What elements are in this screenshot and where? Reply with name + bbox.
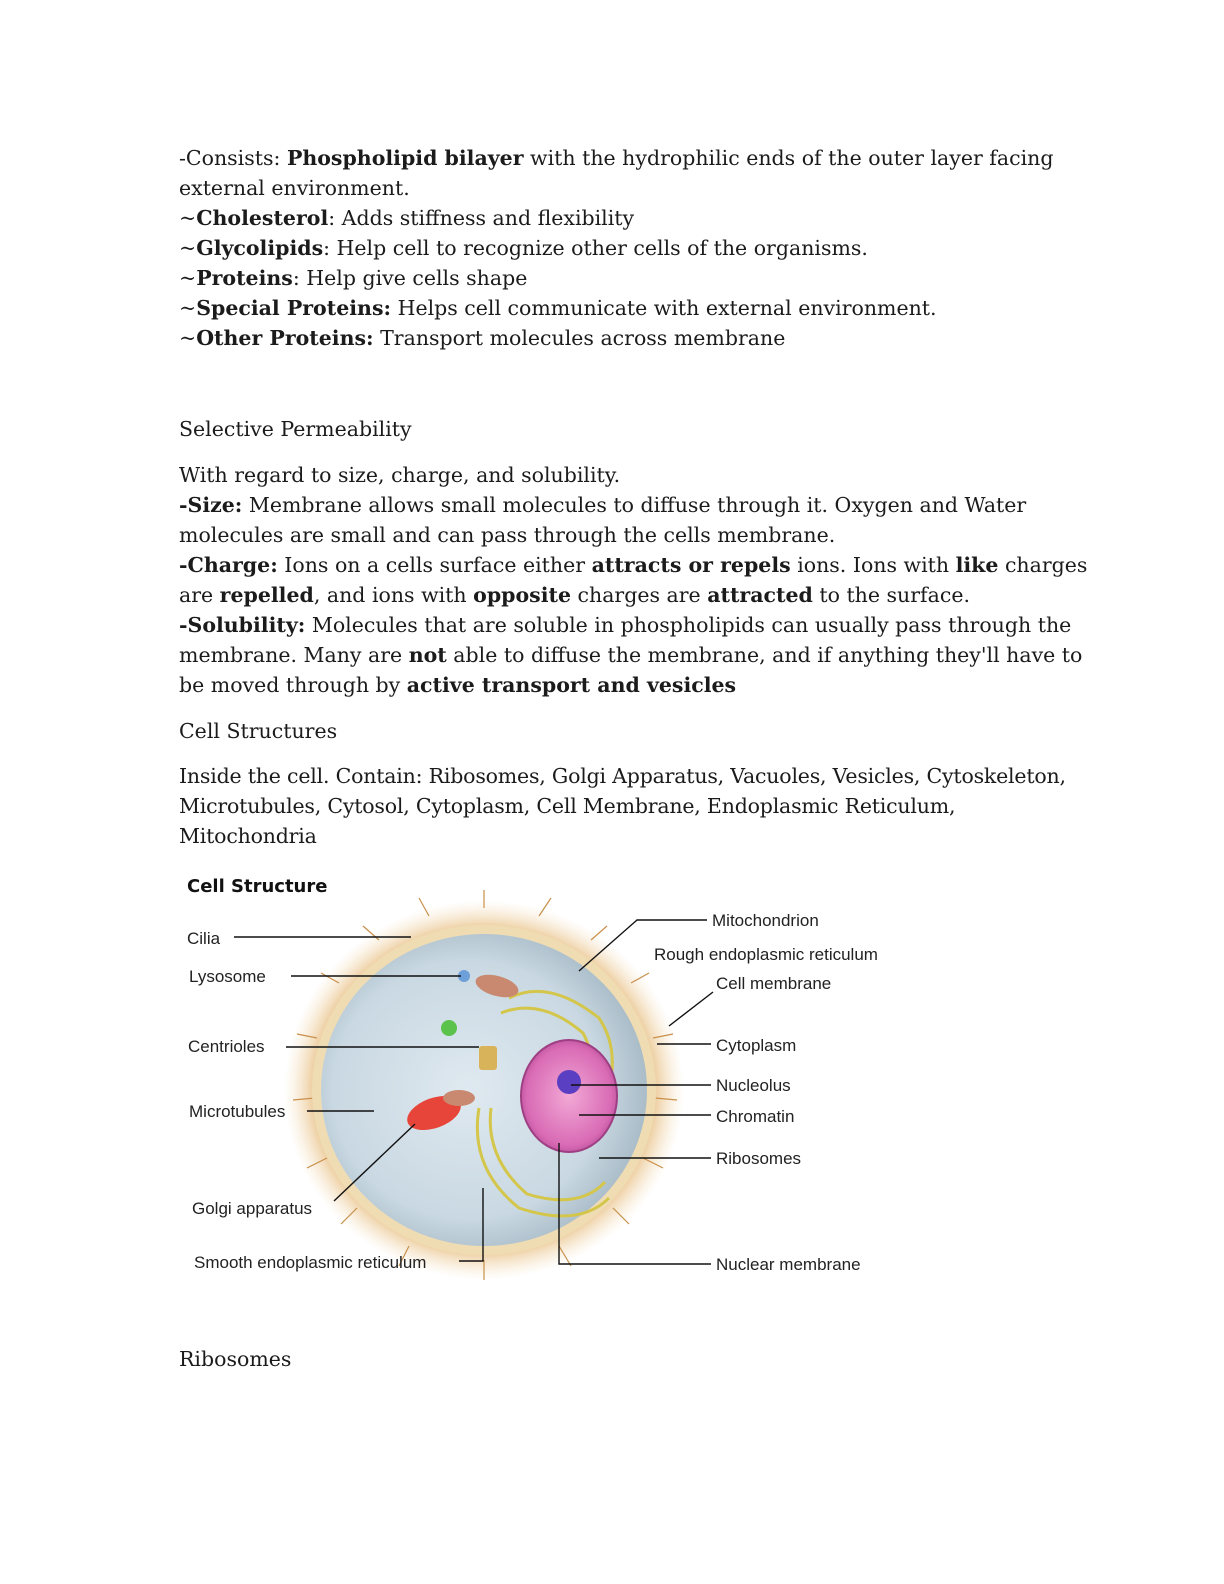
diagram-title: Cell Structure [187, 876, 328, 897]
structures-line-1: Inside the cell. Contain: Ribosomes, Golgi Apparatus, Vacuoles, Vesicles, Cytoskeleton, [179, 764, 1066, 788]
nucleus-shape [521, 1040, 617, 1152]
label-cilia: Cilia [187, 929, 221, 948]
label-microtubules: Microtubules [189, 1102, 286, 1121]
vesicle-shape [441, 1020, 457, 1036]
solubility-line-3: be moved through by active transport and vesicles [179, 673, 737, 697]
cell-structures-heading: Cell Structures [179, 719, 338, 743]
size-line-2: molecules are small and can pass through the cells membrane. [179, 523, 836, 547]
special-proteins-line: ~Special Proteins: Helps cell communicate with external environment. [179, 296, 937, 320]
charge-line: -Charge: Ions on a cells surface either attracts or repels ions. Ions with like charges [179, 553, 1088, 577]
nucleolus-shape [557, 1070, 581, 1094]
label-cytoplasm: Cytoplasm [716, 1036, 797, 1055]
centriole-shape [479, 1046, 497, 1070]
label-chromatin: Chromatin [716, 1107, 795, 1126]
label-smooth-er: Smooth endoplasmic reticulum [194, 1253, 427, 1272]
label-cell-membrane: Cell membrane [716, 974, 832, 993]
charge-line-2: are repelled, and ions with opposite charges are attracted to the surface. [179, 583, 970, 607]
solubility-line-2: membrane. Many are not able to diffuse the membrane, and if anything they'll have to [179, 643, 1083, 667]
intro-line: With regard to size, charge, and solubility. [179, 463, 621, 487]
label-golgi-apparatus: Golgi apparatus [192, 1199, 313, 1218]
consists-line: -Consists: Phospholipid bilayer with the hydrophilic ends of the outer layer facing [179, 146, 1054, 170]
membrane-composition [179, 143, 1059, 353]
label-rough-er: Rough endoplasmic reticulum [654, 945, 878, 964]
label-lysosome: Lysosome [189, 967, 266, 986]
label-nucleolus: Nucleolus [716, 1076, 791, 1095]
structures-line-2: Microtubules, Cytosol, Cytoplasm, Cell Membrane, Endoplasmic Reticulum, [179, 794, 956, 818]
label-mitochondrion: Mitochondrion [712, 911, 819, 930]
consists-line-2: external environment. [179, 176, 410, 200]
permeability-text [179, 460, 1088, 700]
glycolipids-line: ~Glycolipids: Help cell to recognize other cells of the organisms. [179, 236, 868, 260]
proteins-line: ~Proteins: Help give cells shape [179, 266, 528, 290]
cell-structure-diagram [179, 868, 914, 1283]
cell-structures-list [179, 761, 1066, 851]
label-ribosomes: Ribosomes [716, 1149, 802, 1168]
ribosomes-heading: Ribosomes [179, 1347, 292, 1371]
cholesterol-line: ~Cholesterol: Adds stiffness and flexibility [179, 206, 635, 230]
size-line: -Size: Membrane allows small molecules to diffuse through it. Oxygen and Water [179, 493, 1027, 517]
mitochondrion-shape-2 [443, 1090, 475, 1106]
selective-permeability-heading: Selective Permeability [179, 417, 412, 441]
structures-line-3: Mitochondria [179, 824, 317, 848]
solubility-line: -Solubility: Molecules that are soluble in phospholipids can usually pass through the [179, 613, 1072, 637]
label-nuclear-membrane: Nuclear membrane [716, 1255, 861, 1274]
label-centrioles: Centrioles [188, 1037, 265, 1056]
other-proteins-line: ~Other Proteins: Transport molecules across membrane [179, 326, 786, 350]
